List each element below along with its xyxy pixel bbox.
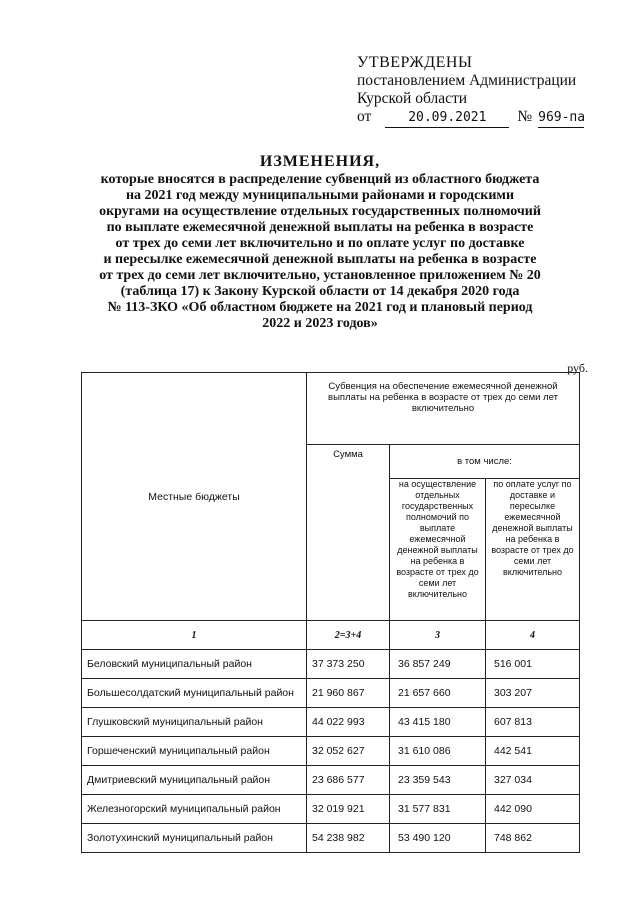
- col4-value: 327 034: [486, 766, 580, 795]
- col3-value: 23 359 543: [390, 766, 486, 795]
- district-name: Золотухинский муниципальный район: [82, 824, 307, 853]
- sum-value: 23 686 577: [307, 766, 390, 795]
- col4-value: 748 862: [486, 824, 580, 853]
- column-number: 2=3+4: [307, 621, 390, 650]
- approval-date-line: [357, 108, 607, 128]
- approval-stamp: [357, 54, 607, 128]
- district-name: Беловский муниципальный район: [82, 650, 307, 679]
- col3-value: 31 577 831: [390, 795, 486, 824]
- col4-value: 607 813: [486, 708, 580, 737]
- header-subvention: Субвенция на обеспечение ежемесячной денежной выплаты на ребенка в возрасте от трех до семи лет включительно: [307, 373, 580, 445]
- title-line: от трех до семи лет включительно, установленное приложением № 20: [99, 268, 541, 283]
- approval-date: 20.09.2021: [385, 109, 509, 128]
- sum-value: 37 373 250: [307, 650, 390, 679]
- table-row: [82, 795, 580, 824]
- sum-value: 21 960 867: [307, 679, 390, 708]
- table-row: [82, 766, 580, 795]
- header-local-budgets: Местные бюджеты: [82, 373, 307, 621]
- col4-value: 516 001: [486, 650, 580, 679]
- document-title: [70, 153, 570, 332]
- district-name: Железногорский муниципальный район: [82, 795, 307, 824]
- district-name: Горшеченский муниципальный район: [82, 737, 307, 766]
- title-line: которые вносятся в распределение субвенций из областного бюджета: [100, 172, 540, 187]
- col3-value: 21 657 660: [390, 679, 486, 708]
- column-number: 4: [486, 621, 580, 650]
- approval-line-1: постановлением Администрации: [357, 72, 577, 89]
- table-row: [82, 824, 580, 853]
- header-including: в том числе:: [390, 445, 580, 479]
- title-line: 2022 и 2023 годов»: [262, 316, 378, 331]
- title-line: на 2021 год между муниципальными районами и городскими: [125, 188, 515, 203]
- sum-value: 32 019 921: [307, 795, 390, 824]
- table-row: [82, 737, 580, 766]
- col3-value: 31 610 086: [390, 737, 486, 766]
- district-name: Большесолдатский муниципальный район: [82, 679, 307, 708]
- column-number: 1: [82, 621, 307, 650]
- title-line: по выплате ежемесячной денежной выплаты на ребенка в возрасте: [106, 220, 534, 235]
- title-line: № 113-ЗКО «Об областном бюджете на 2021 год и плановый период: [107, 300, 533, 315]
- col4-value: 442 090: [486, 795, 580, 824]
- district-name: Дмитриевский муниципальный район: [82, 766, 307, 795]
- title-line: округами на осуществление отдельных государственных полномочий: [99, 204, 541, 219]
- table-header-row: [82, 373, 580, 445]
- title-main: ИЗМЕНЕНИЯ,: [259, 153, 381, 170]
- col3-value: 53 490 120: [390, 824, 486, 853]
- approval-heading: УТВЕРЖДЕНЫ: [357, 54, 473, 71]
- table-row: [82, 650, 580, 679]
- title-line: (таблица 17) к Закону Курской области от 14 декабря 2020 года: [120, 284, 520, 299]
- approval-line-2: Курской области: [357, 90, 468, 107]
- title-line: от трех до семи лет включительно и по оплате услуг по доставке: [115, 236, 525, 251]
- col4-value: 442 541: [486, 737, 580, 766]
- sum-value: 32 052 627: [307, 737, 390, 766]
- header-sum: Сумма: [307, 445, 390, 621]
- from-label: от: [357, 108, 372, 125]
- col3-value: 43 415 180: [390, 708, 486, 737]
- column-number: 3: [390, 621, 486, 650]
- title-line: и пересылке ежемесячной денежной выплаты на ребенка в возрасте: [103, 252, 537, 267]
- column-numbers-row: [82, 621, 580, 650]
- number-label: №: [517, 108, 533, 125]
- col3-value: 36 857 249: [390, 650, 486, 679]
- table-row: [82, 679, 580, 708]
- currency-label: руб.: [567, 361, 588, 375]
- header-col-3: на осуществление отдельных государственных полномочий по выплате ежемесячной денежной выплаты на ребенка в возрасте от трех до семи лет включительно: [390, 479, 486, 621]
- district-name: Глушковский муниципальный район: [82, 708, 307, 737]
- col4-value: 303 207: [486, 679, 580, 708]
- table-row: [82, 708, 580, 737]
- subvention-table: [81, 372, 580, 853]
- approval-number: 969-па: [538, 109, 584, 128]
- sum-value: 54 238 982: [307, 824, 390, 853]
- sum-value: 44 022 993: [307, 708, 390, 737]
- header-col-4: по оплате услуг по доставке и пересылке ежемесячной денежной выплаты на ребенка в возрасте от трех до семи лет включительно: [486, 479, 580, 621]
